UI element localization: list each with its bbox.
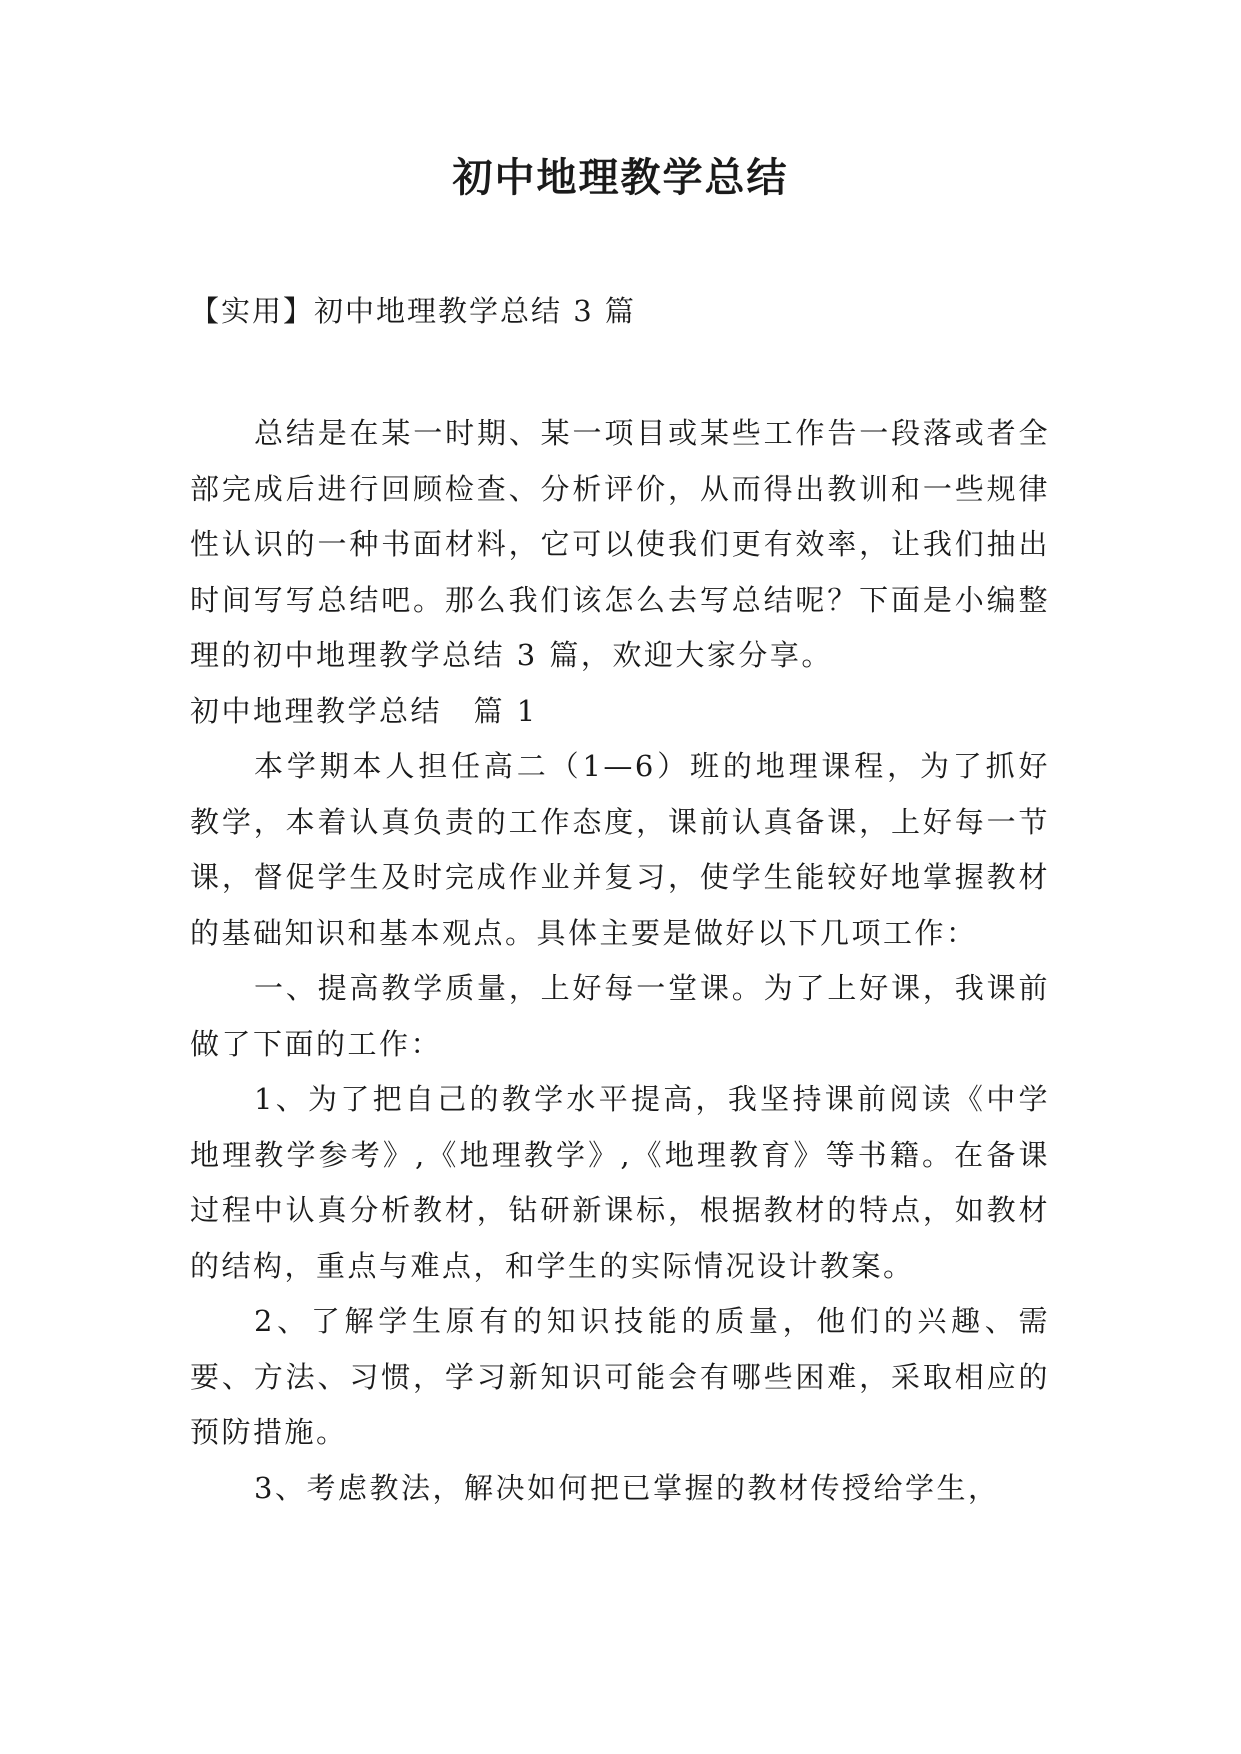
body-paragraph: 1、为了把自己的教学水平提高，我坚持课前阅读《中学地理教学参考》,《地理教学》,《地理教育》等书籍。在备课过程中认真分析教材，钻研新课标，根据教材的特点，如教材的结构，重点与难点，和学生的实际情况设计教案。 [190, 1082, 1050, 1283]
body-paragraph: 3、考虑教法，解决如何把已掌握的教材传授给学生， [254, 1470, 1000, 1505]
body-paragraph: 2、了解学生原有的知识技能的质量，他们的兴趣、需要、方法、习惯，学习新知识可能会有哪些困难，采取相应的预防措施。 [190, 1304, 1050, 1449]
document-subtitle: 【实用】初中地理教学总结 3 篇 [190, 294, 636, 328]
body-paragraph: 一、提高教学质量，上好每一堂课。为了上好课，我课前做了下面的工作： [190, 971, 1050, 1061]
document-title: 初中地理教学总结 [452, 154, 789, 201]
body-paragraph: 本学期本人担任高二（1—6）班的地理课程，为了抓好教学，本着认真负责的工作态度，课前认真备课，上好每一节课，督促学生及时完成作业并复习，使学生能较好地掌握教材的基础知识和基本观点。具体主要是做好以下几项工作： [190, 749, 1050, 950]
document-body [190, 406, 1050, 1516]
section-heading: 初中地理教学总结 篇 1 [190, 693, 538, 728]
intro-paragraph: 总结是在某一时期、某一项目或某些工作告一段落或者全部完成后进行回顾检查、分析评价，从而得出教训和一些规律性认识的一种书面材料，它可以使我们更有效率，让我们抽出时间写写总结吧。那么我们该怎么去写总结呢？下面是小编整理的初中地理教学总结 3 篇，欢迎大家分享。 [190, 416, 1050, 672]
